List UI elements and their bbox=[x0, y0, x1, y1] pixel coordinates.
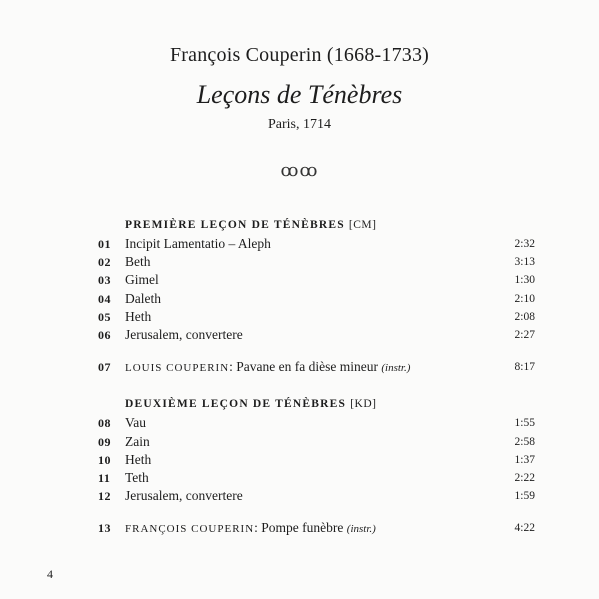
composer-heading: François Couperin (1668-1733) bbox=[169, 44, 430, 66]
track-title: Vau bbox=[125, 415, 146, 431]
track-duration: 3:13 bbox=[514, 256, 535, 269]
track-duration: 2:58 bbox=[514, 435, 535, 448]
track-number: 12 bbox=[98, 489, 111, 504]
performer-tag: [KD] bbox=[350, 398, 377, 411]
track-row bbox=[98, 271, 535, 289]
track-number: 08 bbox=[98, 416, 111, 431]
track-title bbox=[125, 519, 485, 537]
piece-title: : Pompe funèbre bbox=[254, 520, 344, 536]
track-title: Heth bbox=[125, 308, 152, 324]
track-duration: 2:10 bbox=[514, 292, 535, 305]
instrumental-note: (instr.) bbox=[346, 523, 376, 536]
track-duration: 4:22 bbox=[514, 522, 535, 535]
track-number: 07 bbox=[98, 360, 111, 375]
track-row bbox=[98, 235, 535, 253]
track-number: 05 bbox=[98, 309, 111, 324]
instrumental-note: (instr.) bbox=[381, 362, 411, 375]
work-title: Leçons de Ténèbres bbox=[196, 80, 403, 109]
track-title: Daleth bbox=[125, 290, 161, 306]
track-row-interlude bbox=[98, 358, 535, 376]
track-title: Heth bbox=[125, 451, 152, 467]
section-title-text: PREMIÈRE LEÇON DE TÉNÈBRES bbox=[125, 219, 345, 231]
track-duration: 1:30 bbox=[514, 274, 535, 287]
track-duration: 2:27 bbox=[514, 328, 535, 341]
track-number: 02 bbox=[98, 255, 111, 270]
track-title: Gimel bbox=[125, 272, 159, 288]
track-list bbox=[98, 215, 535, 537]
track-row bbox=[98, 469, 535, 487]
page-number: 4 bbox=[47, 567, 53, 581]
section-title-deuxieme bbox=[125, 394, 535, 414]
track-row bbox=[98, 433, 535, 451]
track-row bbox=[98, 451, 535, 469]
track-title: Beth bbox=[125, 254, 151, 270]
performer-tag: [CM] bbox=[348, 219, 377, 231]
track-duration: 1:55 bbox=[514, 417, 535, 430]
track-row bbox=[98, 253, 535, 271]
track-duration: 1:59 bbox=[514, 490, 535, 503]
place-date: Paris, 1714 bbox=[268, 117, 331, 132]
track-number: 01 bbox=[98, 237, 111, 251]
track-number: 04 bbox=[98, 291, 111, 306]
track-number: 13 bbox=[98, 521, 111, 536]
section-title-text: DEUXIÈME LEÇON DE TÉNÈBRES bbox=[125, 398, 347, 411]
piece-title: : Pavane en fa dièse mineur bbox=[229, 359, 378, 375]
track-row bbox=[98, 414, 535, 432]
track-title: Jerusalem, convertere bbox=[125, 326, 243, 342]
track-title: Incipit Lamentatio – Aleph bbox=[125, 236, 271, 251]
track-number: 09 bbox=[98, 434, 111, 449]
track-title bbox=[125, 358, 485, 376]
track-duration: 8:17 bbox=[514, 361, 535, 374]
track-title: Jerusalem, convertere bbox=[125, 488, 243, 504]
track-title: Zain bbox=[125, 433, 150, 449]
track-number: 10 bbox=[98, 452, 111, 467]
track-number: 03 bbox=[98, 273, 111, 288]
ornament-icon: ꝏꝏ bbox=[280, 160, 319, 180]
track-row bbox=[98, 487, 535, 505]
track-row-interlude bbox=[98, 519, 535, 537]
track-row bbox=[98, 326, 535, 344]
track-title: Teth bbox=[125, 469, 149, 485]
composer-name: FRANÇOIS COUPERIN bbox=[125, 523, 255, 536]
track-number: 06 bbox=[98, 327, 111, 342]
track-duration: 1:37 bbox=[514, 453, 535, 466]
track-duration: 2:32 bbox=[514, 238, 535, 250]
track-number: 11 bbox=[98, 470, 111, 485]
section-title-premiere bbox=[125, 215, 535, 235]
track-duration: 2:08 bbox=[514, 310, 535, 323]
track-row bbox=[98, 290, 535, 308]
composer-name: LOUIS COUPERIN bbox=[125, 362, 230, 375]
track-duration: 2:22 bbox=[514, 471, 535, 484]
track-row bbox=[98, 308, 535, 326]
